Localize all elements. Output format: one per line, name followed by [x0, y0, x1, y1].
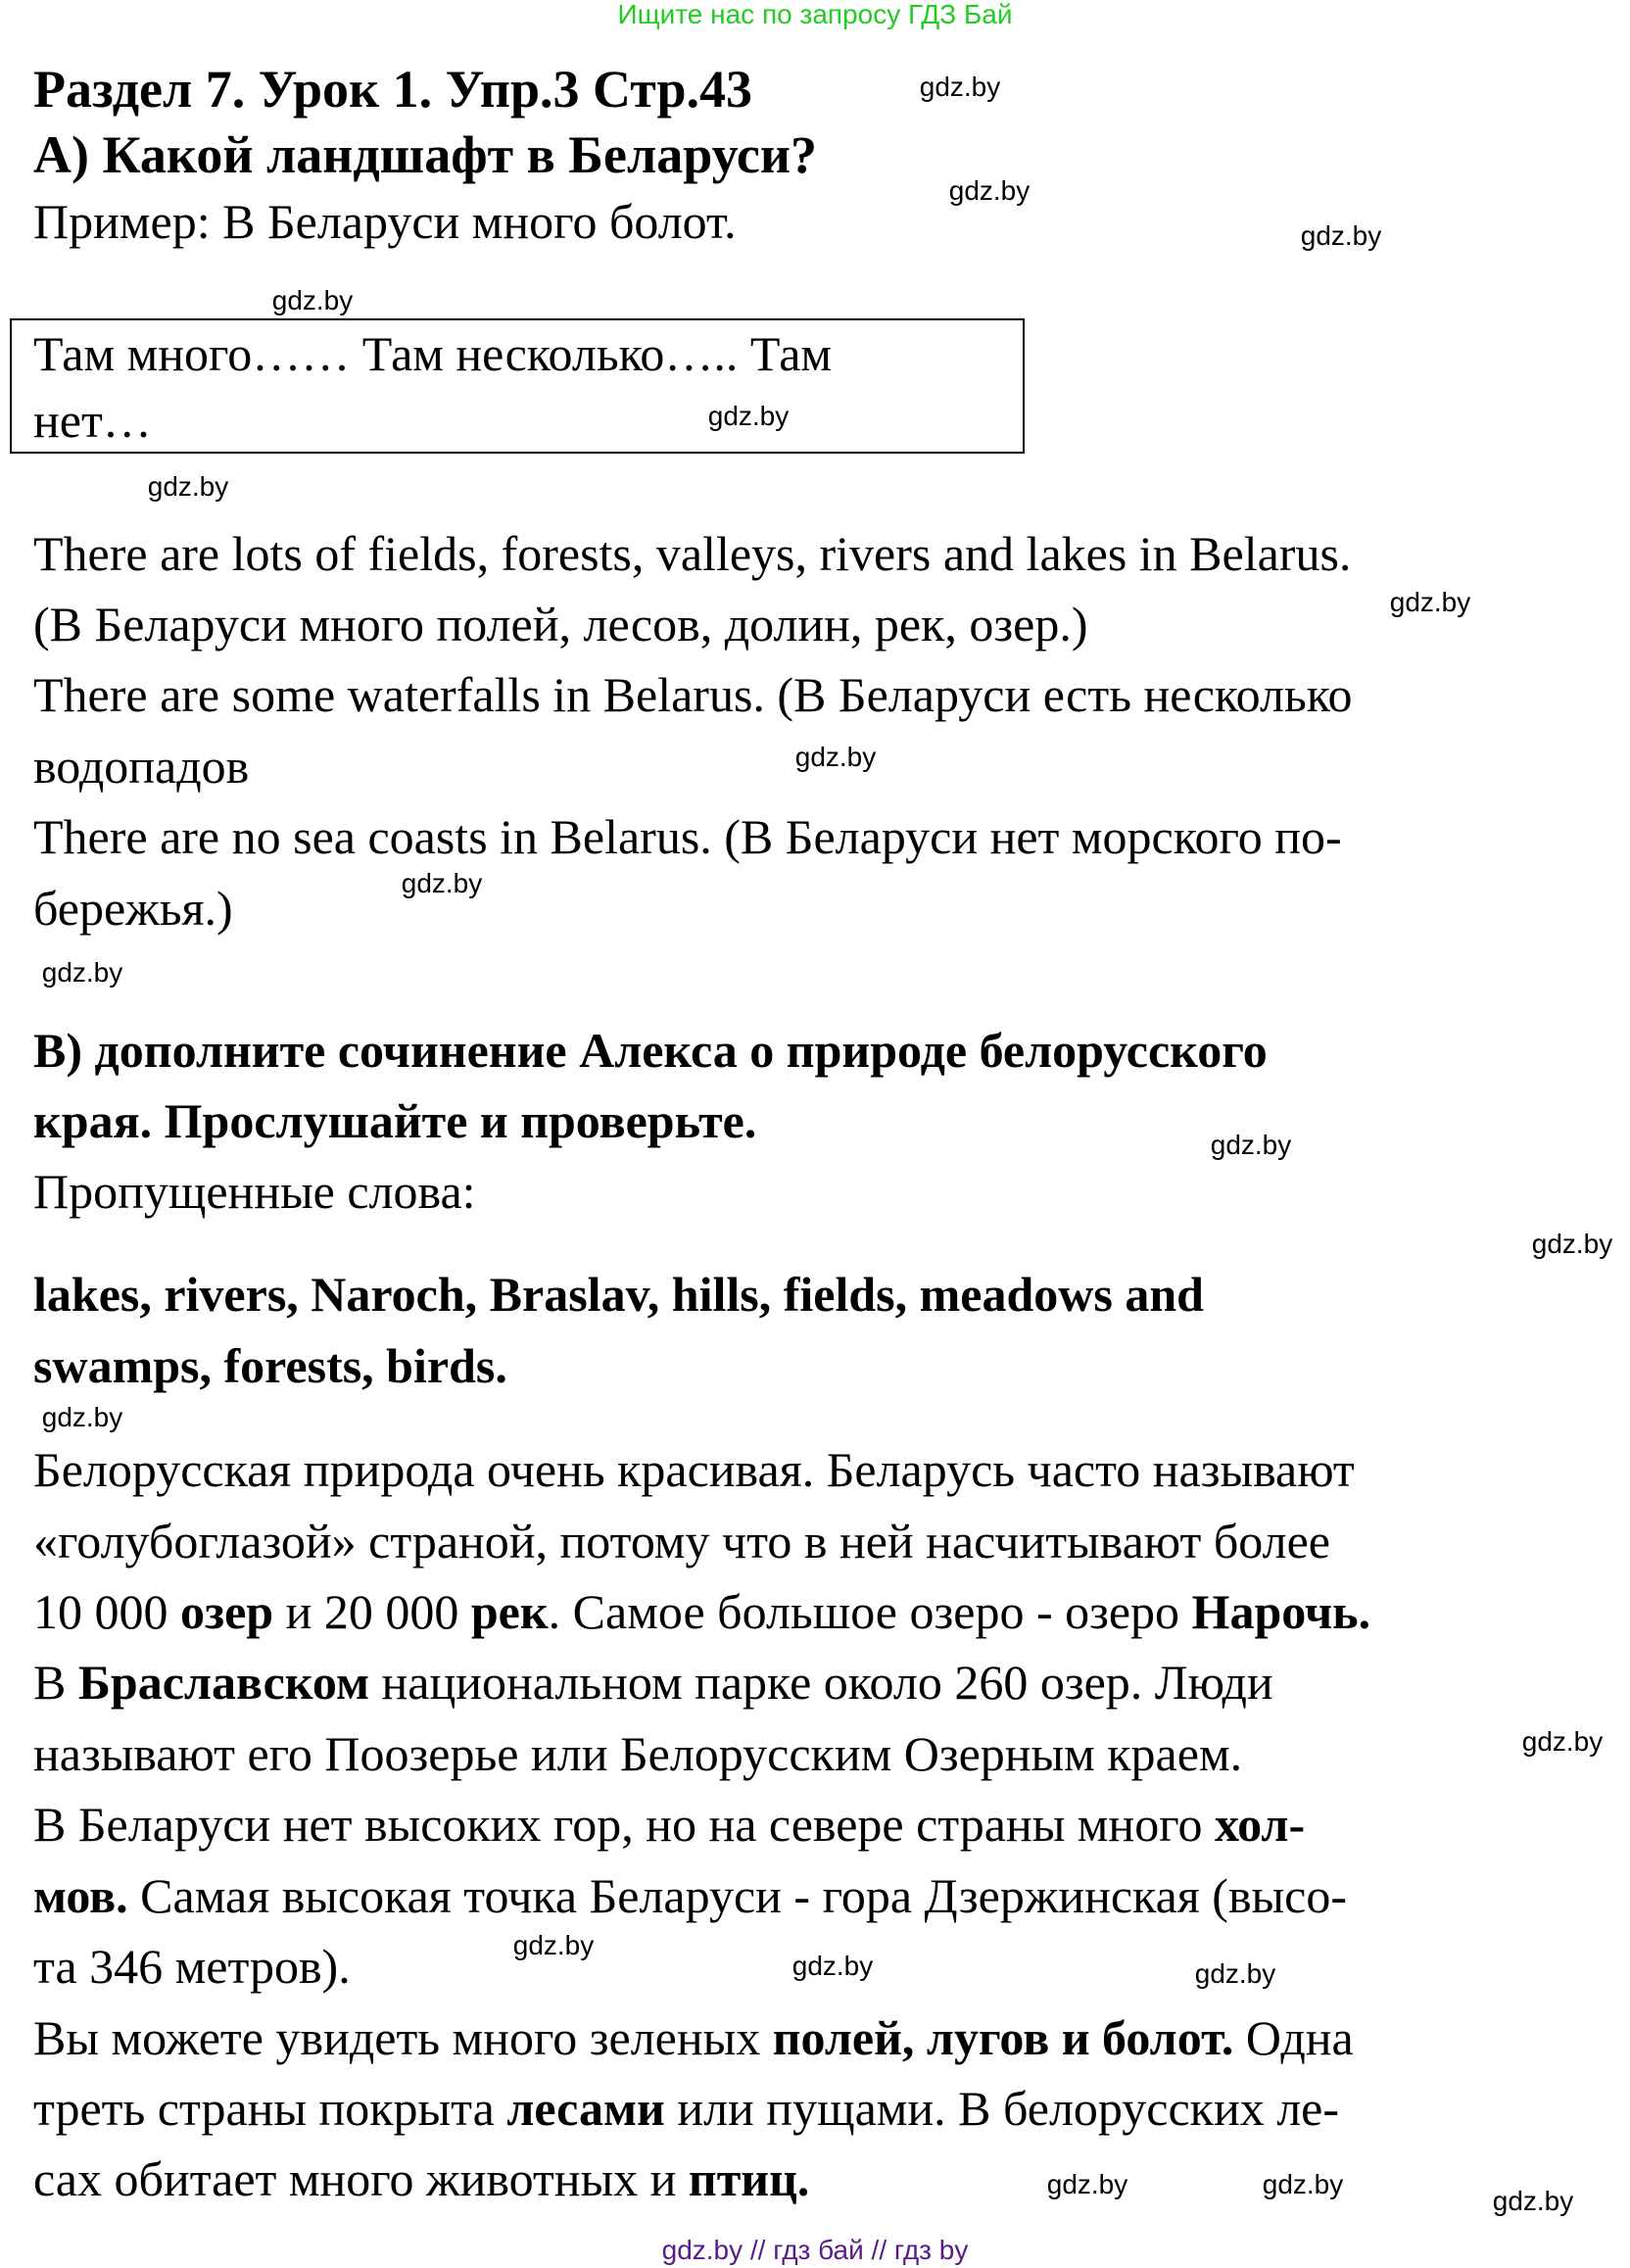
watermark-text: gdz.by: [707, 401, 790, 431]
watermark-text: gdz.by: [1046, 2169, 1128, 2199]
text-line: [33, 737, 249, 796]
watermark-text: gdz.by: [512, 1930, 595, 1960]
text-line: [33, 1512, 1330, 1570]
text-segment: бережья.): [33, 881, 233, 936]
text-segment: (В Беларуси много полей, лесов, долин, рек, озер.): [33, 597, 1088, 651]
bold-text: Нарочь.: [1191, 1584, 1371, 1639]
watermark-text: gdz.by: [41, 957, 123, 988]
text-segment: нет…: [33, 393, 152, 448]
watermark-text: gdz.by: [794, 742, 877, 772]
text-segment: сах обитает много животных и: [33, 2151, 689, 2206]
text-segment: Там много…… Там несколько….. Там: [33, 326, 833, 381]
watermark-text: gdz.by: [791, 1951, 874, 1981]
bold-text: озер: [180, 1584, 274, 1639]
text-segment: Самая высокая точка Беларуси - гора Дзержинская (высо-: [127, 1868, 1347, 1923]
bold-text: А) Какой ландшафт в Беларуси?: [33, 125, 818, 184]
text-segment: Пример: В Беларуси много болот.: [33, 194, 737, 249]
watermark-text: gdz.by: [1194, 1958, 1276, 1989]
text-line: [33, 1582, 1370, 1641]
text-segment: Пропущенные слова:: [33, 1164, 476, 1219]
watermark-text: gdz.by: [1389, 587, 1471, 617]
watermark-text: gdz.by: [1300, 220, 1382, 251]
watermark-text: gdz.by: [1521, 1726, 1604, 1757]
text-line: [33, 324, 832, 383]
watermark-text: gdz.by: [1262, 2169, 1344, 2199]
watermark-text: gdz.by: [919, 72, 1001, 102]
text-line: [33, 1937, 351, 1996]
text-segment: водопадов: [33, 739, 250, 794]
text-segment: . Самое большое озеро - озеро: [548, 1584, 1192, 1639]
promo-header: Ищите нас по запросу ГДЗ Бай: [617, 0, 1013, 29]
watermark-text: gdz.by: [1531, 1229, 1613, 1259]
section-heading: [33, 1021, 1268, 1080]
text-line: [33, 879, 233, 938]
text-line: [33, 2149, 809, 2208]
bold-text: края. Прослушайте и проверьте.: [33, 1093, 757, 1148]
text-line: [33, 1724, 1242, 1783]
text-line: [33, 1265, 1204, 1324]
text-line: [33, 595, 1088, 653]
watermark-text: gdz.by: [147, 471, 229, 502]
bold-text: lakes, rivers, Naroch, Braslav, hills, fields, meadows and: [33, 1267, 1204, 1322]
text-segment: 10 000: [33, 1584, 180, 1639]
bold-text: полей, лугов и болот.: [772, 2010, 1234, 2065]
bold-text: хол-: [1214, 1797, 1306, 1852]
watermark-text: gdz.by: [1210, 1130, 1292, 1160]
text-line: [33, 807, 1342, 866]
text-line: [33, 524, 1351, 583]
text-segment: и 20 000: [273, 1584, 471, 1639]
section-heading: [33, 1091, 756, 1150]
text-segment: называют его Поозерье или Белорусским Озерным краем.: [33, 1726, 1243, 1781]
watermark-text: gdz.by: [41, 1402, 123, 1432]
text-line: [33, 2008, 1354, 2067]
bold-text: Браславском: [77, 1655, 370, 1710]
bold-text: лесами: [506, 2081, 665, 2136]
text-segment: та 346 метров).: [33, 1939, 351, 1994]
section-heading: [33, 125, 817, 184]
text-segment: В: [33, 1655, 78, 1710]
watermark-text: gdz.by: [271, 285, 354, 315]
text-segment: треть страны покрыта: [33, 2081, 507, 2136]
text-line: [33, 1866, 1347, 1925]
bold-text: птиц.: [688, 2151, 810, 2206]
text-segment: национальном парке около 260 озер. Люди: [369, 1655, 1273, 1710]
footer-watermark: gdz.by // гдз бай // гдз by: [661, 2235, 969, 2265]
text-segment: «голубоглазой» страной, потому что в ней насчитывают более: [33, 1514, 1330, 1568]
text-line: [33, 1440, 1355, 1499]
bold-text: swamps, forests, birds.: [33, 1338, 507, 1393]
text-segment: В Беларуси нет высоких гор, но на севере страны много: [33, 1797, 1215, 1852]
bold-text: Раздел 7. Урок 1. Упр.3 Стр.43: [33, 60, 752, 119]
text-segment: Вы можете увидеть много зеленых: [33, 2010, 773, 2065]
text-segment: There are lots of fields, forests, valleys, rivers and lakes in Belarus.: [33, 526, 1352, 581]
text-line: [33, 665, 1353, 724]
watermark-text: gdz.by: [1492, 2186, 1574, 2216]
text-segment: There are some waterfalls in Belarus. (В Беларуси есть несколько: [33, 667, 1353, 722]
watermark-text: gdz.by: [948, 175, 1031, 206]
page-title: [33, 60, 752, 119]
bold-text: мов.: [33, 1868, 128, 1923]
watermark-text: gdz.by: [401, 868, 483, 898]
text-line: [33, 2079, 1339, 2138]
text-line: [33, 391, 152, 450]
text-segment: Одна: [1233, 2010, 1354, 2065]
text-line: [33, 1162, 476, 1221]
text-segment: Белорусская природа очень красивая. Беларусь часто называют: [33, 1442, 1355, 1497]
text-line: [33, 1653, 1273, 1712]
text-segment: или пущами. В белорусских ле-: [664, 2081, 1340, 2136]
text-line: [33, 192, 737, 251]
text-segment: There are no sea coasts in Belarus. (В Беларуси нет морского по-: [33, 809, 1342, 864]
bold-text: В) дополните сочинение Алекса о природе белорусского: [33, 1023, 1268, 1078]
bold-text: рек: [470, 1584, 549, 1639]
text-line: [33, 1336, 507, 1395]
text-line: [33, 1795, 1305, 1854]
